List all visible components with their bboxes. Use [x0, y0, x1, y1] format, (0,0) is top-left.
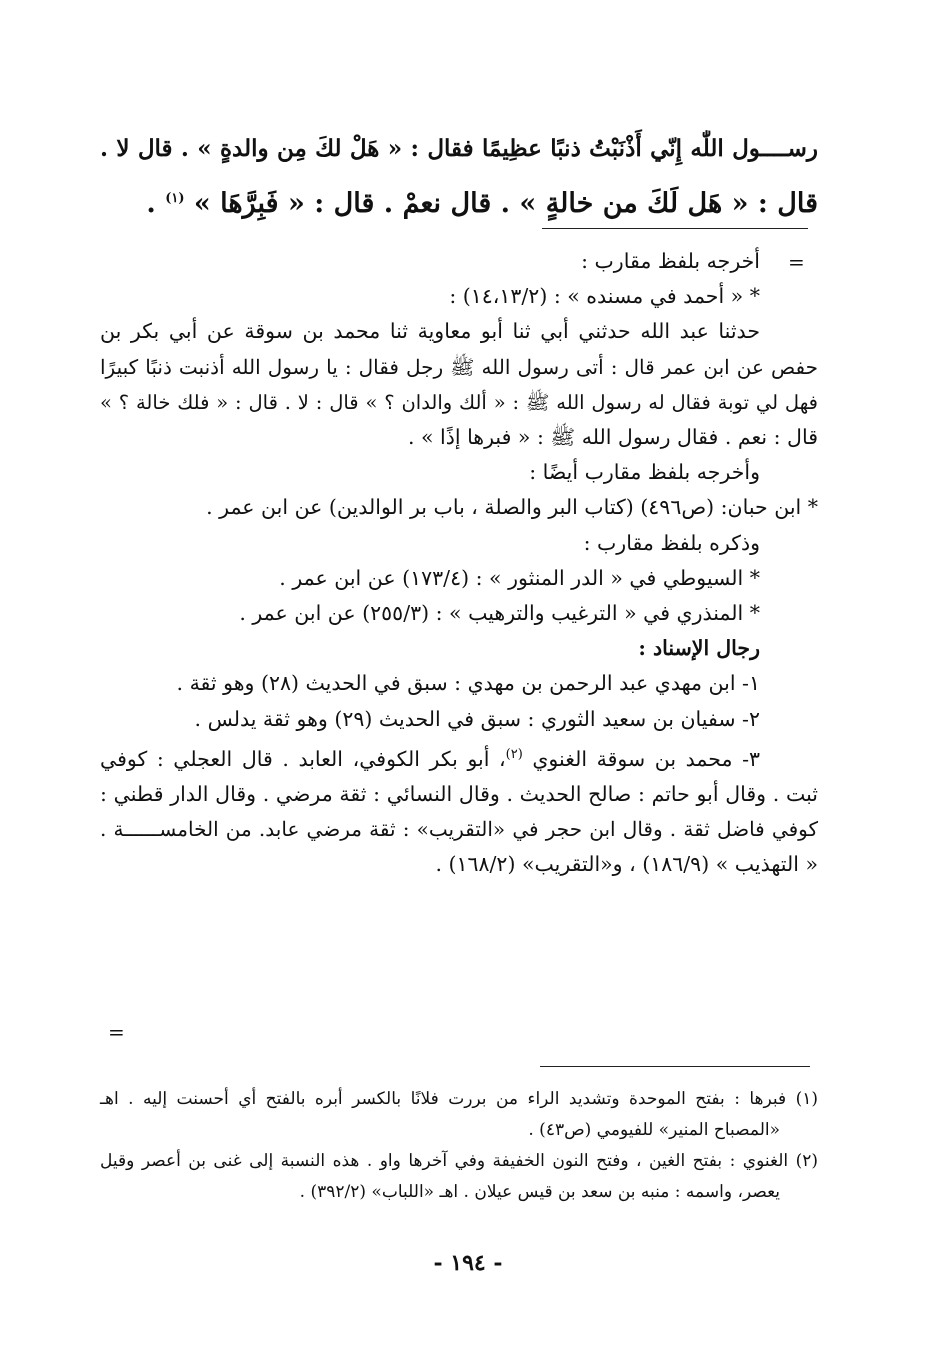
- commentary-line: وأخرجه بلفظ مقارب أيضًا :: [529, 460, 760, 485]
- commentary-line: « التهذيب » (١٨٦/٩) ، و«التقريب» (١٦٨/٢) .: [435, 852, 818, 877]
- commentary-line: حدثنا عبد الله حدثني أبي ثنا أبو معاوية ثنا محمد بن سوقة عن أبي بكر بن: [100, 319, 760, 344]
- commentary-line: وذكره بلفظ مقارب :: [583, 530, 760, 555]
- citation-ahmad: * « أحمد في مسنده » : (١٤،١٣/٢) :: [449, 284, 760, 309]
- continuation-marker-end: =: [108, 1020, 125, 1044]
- page-number: - ١٩٤ -: [433, 1250, 503, 1276]
- footnote-2-line-2: يعصر، واسمه : منبه بن سعد بن قيس عيلان . اهـ «اللباب» (٣٩٢/٢) .: [299, 1182, 780, 1202]
- commentary-line: قال : نعم . فقال رسول الله ﷺ : « فبرها إذًا » .: [407, 425, 818, 450]
- narrator-3: [100, 737, 818, 777]
- citation-mundhiri: * المنذري في « الترغيب والترهيب » : (٢٥٥/٣) عن ابن عمر .: [239, 601, 760, 626]
- commentary-line: ثبت . وقال أبو حاتم : صالح الحديث . وقال النسائي : ثقة مرضي . وقال الدار قطني :: [100, 781, 818, 806]
- footnote-1-line-2: «المصباح المنير» للفيومي (ص٤٣) .: [528, 1120, 780, 1140]
- hadith-line-2-end: .: [146, 188, 166, 219]
- commentary-line: حفص عن ابن عمر قال : أتى رسول الله ﷺ رجل فقال : يا رسول الله أذنبت ذنبًا كبيرًا: [100, 354, 818, 379]
- commentary: [100, 244, 818, 882]
- continuation-marker-start: =: [788, 250, 805, 274]
- footnote-2: [100, 1146, 818, 1208]
- narrator-3-text: ٣- محمد بن سوقة الغنوي: [522, 746, 761, 771]
- citation-suyuti: * السيوطي في « الدر المنثور » : (١٧٣/٤) عن ابن عمر .: [279, 565, 760, 590]
- footnote-2-line-1: (٢) الغنوي : بفتح الغين ، وفتح النون الخفيفة وفي آخرها واو . هذه النسبة إلى غنى بن أعصر وقيل: [100, 1151, 818, 1171]
- narrator-3-text-cont: ، أبو بكر الكوفي، العابد . قال العجلي : كوفي: [100, 746, 506, 771]
- hadith-text: [100, 124, 818, 229]
- footnote-ref-1[interactable]: (١): [165, 191, 185, 206]
- commentary-line: أخرجه بلفظ مقارب :: [581, 249, 760, 273]
- hadith-line-2: [100, 174, 818, 229]
- hadith-divider: [542, 228, 808, 229]
- hadith-line-2-text: قال : « هَل لَكَ من خالةٍ » . قال نعمْ . قال : « فَبِرَّهَا »: [184, 188, 818, 219]
- narrator-2: ٢- سفيان بن سعيد الثوري : سبق في الحديث (٢٩) وهو ثقة يدلس .: [194, 706, 760, 731]
- citation-ibn-hibban: * ابن حبان: (ص٤٩٦) (كتاب البر والصلة ، باب بر الوالدين) عن ابن عمر .: [206, 495, 818, 520]
- footnote-ref-2[interactable]: (٢): [505, 746, 523, 762]
- footnote-1: [100, 1084, 818, 1146]
- section-heading-narrators: رجال الإسناد :: [638, 636, 760, 661]
- commentary-line: كوفي فاضل ثقة . وقال ابن حجر في «التقريب» : ثقة مرضي عابد. من الخامســــــة .: [100, 817, 818, 842]
- hadith-line-1: [100, 124, 818, 174]
- commentary-line: فهل لي توبة فقال له رسول الله ﷺ : « ألك والدان ؟ » قال : لا . قال : « فلك خالة ؟ »: [100, 390, 818, 414]
- footnote-divider: [540, 1066, 810, 1067]
- narrator-1: ١- ابن مهدي عبد الرحمن بن مهدي : سبق في الحديث (٢٨) وهو ثقة .: [176, 671, 760, 696]
- footnotes: [100, 1084, 818, 1208]
- hadith-line-1-text: رســــول اللّٰه إِنّي أَذْنَبْتُ ذنبًا عظِيمًا فقال : « هَلْ لكَ مِن والدةٍ » . قال لا .: [100, 135, 818, 162]
- footnote-1-line-1: (١) فبرها : بفتح الموحدة وتشديد الراء من بررت فلانًا بالكسر أبره بالفتح أي أحسنت إليه . اهـ: [100, 1089, 818, 1109]
